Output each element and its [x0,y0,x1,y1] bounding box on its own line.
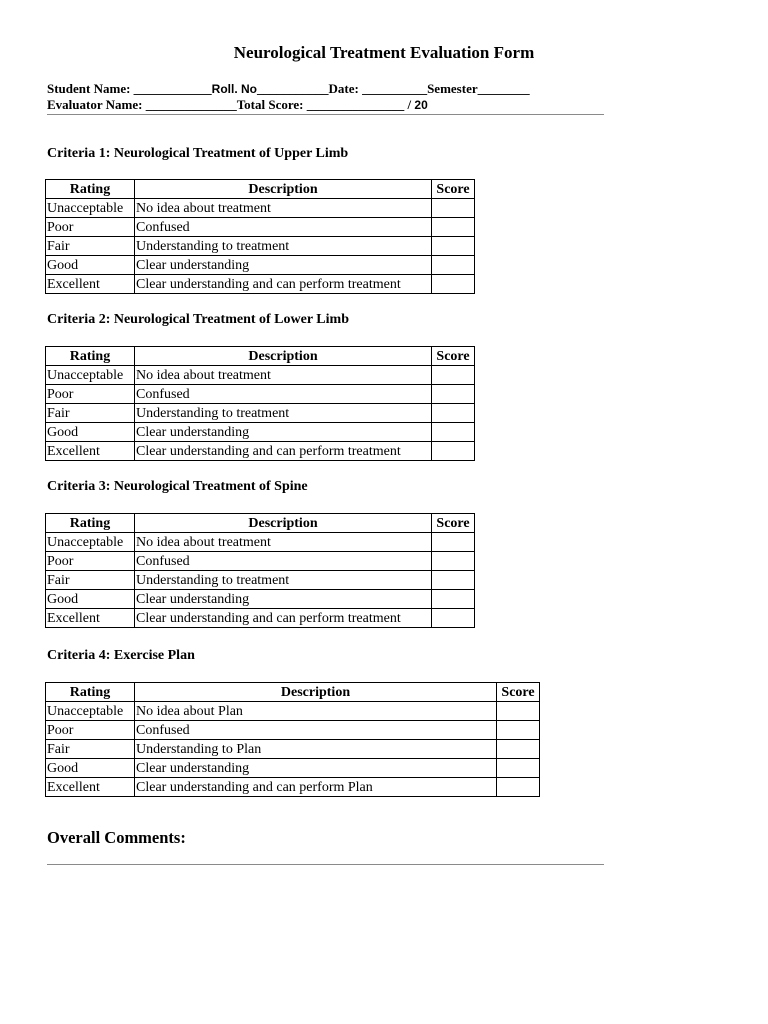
rating-cell: Poor [46,385,135,404]
criteria-1-table [45,179,475,294]
total-score-field[interactable]: _______________ [306,97,405,112]
description-header: Description [135,514,432,533]
table-row [46,571,475,590]
score-header: Score [497,683,540,702]
description-cell: Confused [135,218,432,237]
description-cell: Clear understanding and can perform Plan [135,778,497,797]
criteria-heading: Criteria 1: Neurological Treatment of Upper Limb [47,146,349,161]
student-name-label: Student Name: [47,81,134,96]
rating-cell: Poor [46,721,135,740]
rating-cell: Poor [46,218,135,237]
rating-header: Rating [46,683,135,702]
score-cell[interactable] [432,590,475,609]
rating-cell: Good [46,256,135,275]
table-row [46,552,475,571]
table-row [46,702,540,721]
semester-field[interactable]: ________ [477,81,530,96]
score-cell[interactable] [432,199,475,218]
table-row [46,256,475,275]
table-header-row [46,683,540,702]
score-cell[interactable] [497,778,540,797]
rating-cell: Good [46,759,135,778]
table-row [46,404,475,423]
table-row [46,721,540,740]
score-cell[interactable] [432,571,475,590]
description-header: Description [135,347,432,366]
rating-cell: Excellent [46,442,135,461]
table-row [46,533,475,552]
description-cell: Confused [135,385,432,404]
rating-header: Rating [46,514,135,533]
rating-cell: Poor [46,552,135,571]
table-row [46,423,475,442]
student-name-field[interactable]: ____________ [133,81,212,96]
score-cell[interactable] [432,442,475,461]
description-cell: Clear understanding and can perform treatment [135,609,432,628]
evaluator-name-field[interactable]: ______________ [145,97,237,112]
criteria-heading: Criteria 2: Neurological Treatment of Lower Limb [47,312,349,327]
roll-no-label: Roll. No [211,82,257,96]
table-row [46,218,475,237]
rating-cell: Excellent [46,275,135,294]
description-header: Description [135,180,432,199]
description-cell: Clear understanding and can perform treatment [135,275,432,294]
table-row [46,237,475,256]
score-cell[interactable] [432,366,475,385]
description-cell: Clear understanding [135,256,432,275]
criteria-2-table [45,346,475,461]
table-header-row [46,347,475,366]
student-info-line [47,81,530,97]
rating-cell: Good [46,590,135,609]
table-row [46,442,475,461]
total-score-max: 20 [414,98,428,112]
score-cell[interactable] [497,740,540,759]
score-header: Score [432,180,475,199]
evaluator-info-line [47,97,428,113]
table-row [46,199,475,218]
table-row [46,385,475,404]
table-row [46,759,540,778]
table-row [46,778,540,797]
description-cell: Understanding to treatment [135,571,432,590]
table-row [46,740,540,759]
description-cell: Clear understanding [135,590,432,609]
description-cell: Confused [135,552,432,571]
score-cell[interactable] [432,218,475,237]
rating-cell: Fair [46,237,135,256]
criteria-heading: Criteria 3: Neurological Treatment of Spine [47,479,308,494]
rating-cell: Unacceptable [46,533,135,552]
roll-no-field[interactable]: ___________ [257,81,329,96]
evaluator-name-label: Evaluator Name: [47,97,146,112]
criteria-4-table [45,682,540,797]
description-cell: Understanding to treatment [135,404,432,423]
description-cell: Understanding to Plan [135,740,497,759]
score-cell[interactable] [497,721,540,740]
description-cell: No idea about treatment [135,199,432,218]
score-cell[interactable] [432,423,475,442]
score-cell[interactable] [432,609,475,628]
rating-cell: Excellent [46,778,135,797]
rating-cell: Fair [46,571,135,590]
page-title: Neurological Treatment Evaluation Form [233,43,535,62]
rating-cell: Excellent [46,609,135,628]
description-cell: No idea about treatment [135,366,432,385]
rating-cell: Unacceptable [46,702,135,721]
table-row [46,366,475,385]
overall-comments-field[interactable] [47,848,604,864]
table-row [46,609,475,628]
table-header-row [46,180,475,199]
description-cell: Clear understanding [135,423,432,442]
score-header: Score [432,514,475,533]
date-label: Date: [328,81,363,96]
criteria-heading: Criteria 4: Exercise Plan [47,648,195,663]
score-cell[interactable] [432,275,475,294]
rating-cell: Fair [46,740,135,759]
description-cell: Understanding to treatment [135,237,432,256]
rating-cell: Unacceptable [46,366,135,385]
score-cell[interactable] [432,256,475,275]
description-cell: Clear understanding and can perform treatment [135,442,432,461]
score-header: Score [432,347,475,366]
semester-label: Semester [427,81,478,96]
description-cell: Clear understanding [135,759,497,778]
description-header: Description [135,683,497,702]
rating-cell: Good [46,423,135,442]
description-cell: No idea about treatment [135,533,432,552]
table-row [46,275,475,294]
comments-line [47,864,604,865]
criteria-3-table [45,513,475,628]
table-header-row [46,514,475,533]
rating-cell: Fair [46,404,135,423]
description-cell: Confused [135,721,497,740]
score-cell[interactable] [432,404,475,423]
score-cell[interactable] [432,533,475,552]
date-field[interactable]: __________ [362,81,428,96]
score-cell[interactable] [432,237,475,256]
table-row [46,590,475,609]
overall-comments-label: Overall Comments: [47,828,186,847]
header-divider [47,114,604,115]
score-cell[interactable] [432,552,475,571]
total-score-label: Total Score: [236,97,307,112]
rating-cell: Unacceptable [46,199,135,218]
total-score-separator: / [404,97,415,112]
score-cell[interactable] [432,385,475,404]
description-cell: No idea about Plan [135,702,497,721]
rating-header: Rating [46,180,135,199]
score-cell[interactable] [497,702,540,721]
score-cell[interactable] [497,759,540,778]
rating-header: Rating [46,347,135,366]
